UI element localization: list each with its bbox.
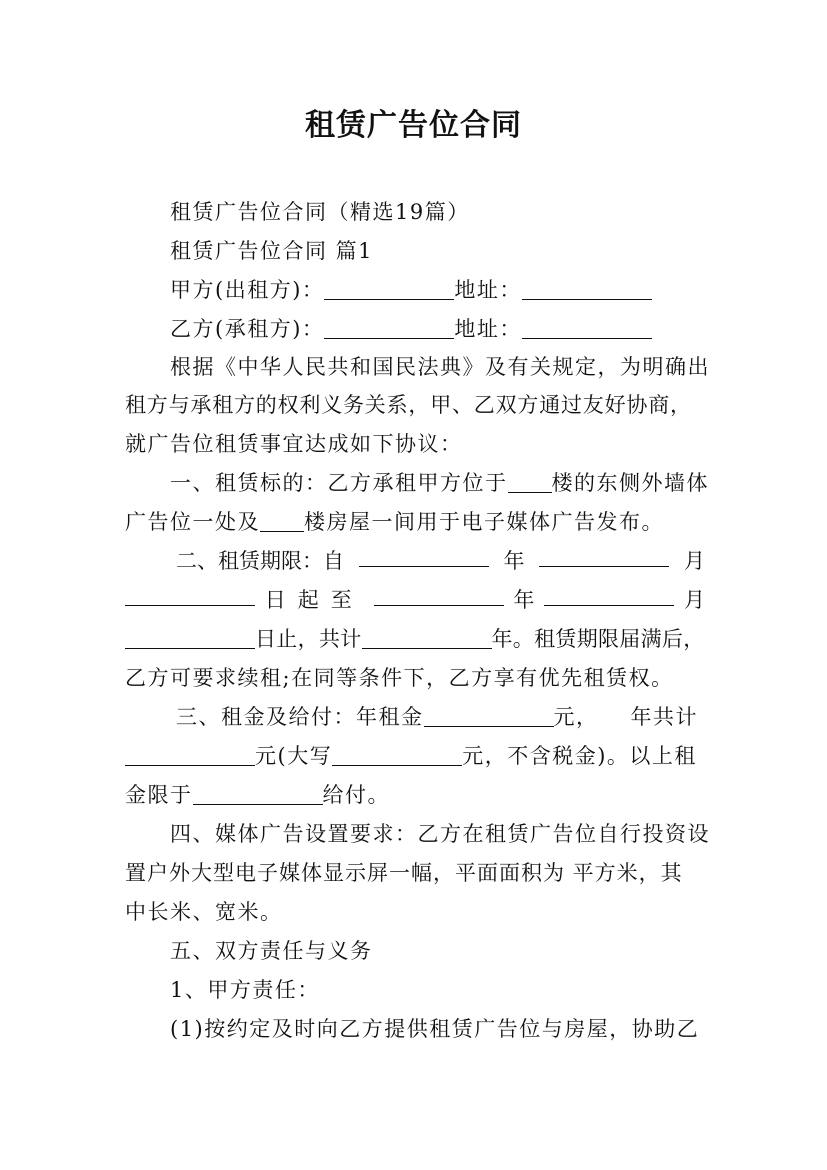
clause-3-text: 年共计 [630, 705, 698, 729]
clause-5-subheading: 1、甲方责任： [170, 978, 320, 1002]
party-b-address-blank [522, 318, 652, 339]
clause-3-line [125, 780, 705, 810]
clause-1-text: 一、租赁标的：乙方承租甲方位于 [170, 471, 508, 495]
clause-5-heading: 五、双方责任与义务 [170, 939, 373, 963]
clause-2-line [125, 585, 705, 615]
clause-2-text: 二、租赁期限：自 [176, 549, 344, 573]
clause-3-text: 金限于 [125, 783, 193, 807]
end-month-blank [544, 585, 674, 606]
payment-date-blank [193, 784, 323, 805]
clause-3-text: 给付。 [322, 783, 390, 807]
paragraph-line: 租方与承租方的权利义务关系，甲、乙双方通过友好协商， [125, 393, 692, 417]
clause-2-text: 月 [683, 588, 705, 612]
building-blank [260, 511, 304, 532]
party-a-line [170, 275, 705, 305]
party-b-label: 乙方(承租方)： [170, 317, 325, 341]
clause-4-line: 四、媒体广告设置要求：乙方在租赁广告位自行投资设 [170, 822, 710, 846]
clause-1-line [125, 507, 705, 537]
party-a-label: 甲方(出租方)： [170, 278, 325, 302]
party-b-name-blank [324, 318, 454, 339]
clause-3-text: 元，不含税金)。以上租 [462, 744, 697, 768]
start-month-blank [539, 546, 669, 567]
clause-3-text: 元(大写 [255, 744, 333, 768]
clause-5-line: (1)按约定及时向乙方提供租赁广告位与房屋，协助乙 [170, 1017, 700, 1041]
party-b-address-label: 地址： [454, 317, 522, 341]
clause-2-line: 乙方可要求续租;在同等条件下，乙方享有优先租赁权。 [125, 666, 674, 690]
document-title: 租赁广告位合同 [305, 108, 522, 143]
clause-2-line [176, 546, 705, 576]
clause-2-text: 月 [684, 549, 705, 573]
party-a-address-label: 地址： [454, 278, 522, 302]
subtitle-line: 租赁广告位合同（精选19篇） [170, 200, 470, 224]
paragraph-line: 根据《中华人民共和国民法典》及有关规定，为明确出 [170, 355, 710, 379]
rent-uppercase-blank [332, 745, 462, 766]
end-year-blank [374, 585, 504, 606]
clause-1-text: 楼房屋一间用于电子媒体广告发布。 [304, 510, 664, 534]
annual-rent-blank [424, 706, 554, 727]
clause-3-text: 三、租金及给付：年租金 [176, 705, 424, 729]
total-rent-blank [125, 745, 255, 766]
clause-3-line [176, 702, 705, 732]
party-b-line [170, 314, 705, 344]
paragraph-line: 就广告位租赁事宜达成如下协议： [125, 432, 463, 456]
clause-2-text: 日起至 [264, 588, 364, 612]
start-day-blank [125, 585, 255, 606]
clause-1-text: 广告位一处及 [125, 510, 260, 534]
clause-1-line [170, 468, 709, 498]
total-years-blank [362, 628, 492, 649]
party-a-address-blank [522, 279, 652, 300]
clause-4-line: 置户外大型电子媒体显示屏一幅，平面面积为 平方米，其 [125, 861, 683, 885]
end-day-blank [125, 628, 255, 649]
clause-3-text: 元， [553, 705, 599, 729]
clause-3-line [125, 741, 705, 771]
clause-2-text: 年 [503, 549, 525, 573]
clause-1-text: 楼的东侧外墙体 [551, 471, 709, 495]
building-blank [508, 472, 552, 493]
party-a-name-blank [324, 279, 454, 300]
clause-2-line [125, 624, 705, 654]
clause-4-line: 中长米、宽米。 [125, 900, 283, 924]
clause-2-text: 日止，共计 [255, 627, 362, 651]
clause-2-text: 年。租赁期限届满后， [491, 627, 705, 651]
start-year-blank [359, 546, 489, 567]
section-heading: 租赁广告位合同 篇1 [170, 239, 374, 263]
clause-2-text: 年 [513, 588, 535, 612]
